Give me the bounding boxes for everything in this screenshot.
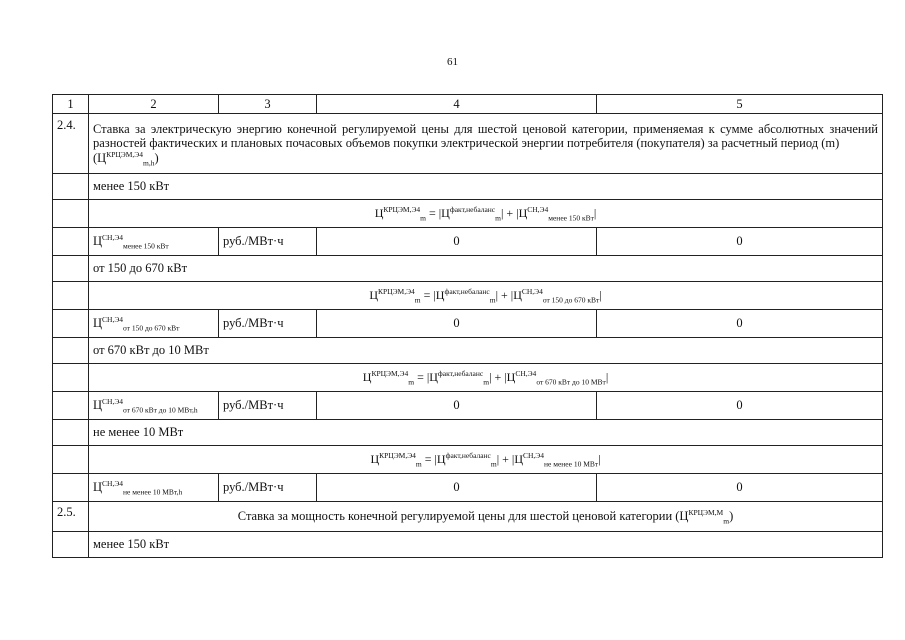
rate-symbol: $Ц^{СН,Э4}_{от 670 кВт до 10 МВт,h}$ <box>89 392 219 420</box>
value-cell: 0 <box>597 474 883 502</box>
group-label-row <box>53 256 883 282</box>
group-label: не менее 10 МВт <box>89 420 883 446</box>
section-title-close: ) <box>154 150 159 165</box>
group-label-row <box>53 338 883 364</box>
symbol-superscript: КРЦЭМ,Э4 <box>106 149 143 159</box>
formula: $Ц^{КРЦЭМ,Э4}_m = |Ц^{факт,небаланс}_m| + |Ц^{СН,Э4}_{менее 150 кВт}|$ <box>89 200 883 228</box>
group-label: менее 150 кВт <box>89 532 883 558</box>
header-cell: 1 <box>53 95 89 114</box>
rate-symbol: $Ц^{СН,Э4}_{не менее 10 МВт,h}$ <box>89 474 219 502</box>
group-label: от 670 кВт до 10 МВт <box>89 338 883 364</box>
section-title <box>89 114 883 174</box>
value-cell: 0 <box>317 392 597 420</box>
group-label: от 150 до 670 кВт <box>89 256 883 282</box>
formula: $Ц^{КРЦЭМ,Э4}_m = |Ц^{факт,небаланс}_m| + |Ц^{СН,Э4}_{от 150 до 670 кВт}|$ <box>89 282 883 310</box>
section-title: Ставка за мощность конечной регулируемой цены для шестой ценовой категории $(Ц^{КРЦЭМ,М}_m)$ <box>89 502 883 532</box>
unit-cell: руб./МВт·ч <box>219 474 317 502</box>
section-title-symbol: (Ц <box>93 150 107 165</box>
rate-symbol: $Ц^{СН,Э4}_{менее 150 кВт}$ <box>89 228 219 256</box>
section-row <box>53 502 883 532</box>
header-row <box>53 95 883 114</box>
value-cell: 0 <box>317 228 597 256</box>
value-row <box>53 474 883 502</box>
header-cell: 3 <box>219 95 317 114</box>
header-cell: 5 <box>597 95 883 114</box>
unit-cell: руб./МВт·ч <box>219 392 317 420</box>
header-cell: 2 <box>89 95 219 114</box>
value-cell: 0 <box>317 474 597 502</box>
value-row <box>53 392 883 420</box>
unit-cell: руб./МВт·ч <box>219 310 317 338</box>
value-cell: 0 <box>317 310 597 338</box>
group-label: менее 150 кВт <box>89 174 883 200</box>
formula-row <box>53 364 883 392</box>
page-number: 61 <box>447 56 458 68</box>
symbol-subscript: m,h <box>143 158 155 168</box>
header-cell: 4 <box>317 95 597 114</box>
section-row <box>53 114 883 174</box>
formula-row <box>53 282 883 310</box>
formula-row <box>53 446 883 474</box>
value-cell: 0 <box>597 392 883 420</box>
group-label-row <box>53 532 883 558</box>
section-number: 2.5. <box>53 502 89 532</box>
value-row <box>53 310 883 338</box>
value-cell: 0 <box>597 228 883 256</box>
formula: $Ц^{КРЦЭМ,Э4}_m = |Ц^{факт,небаланс}_m| + |Ц^{СН,Э4}_{не менее 10 МВт}|$ <box>89 446 883 474</box>
rate-symbol: $Ц^{СН,Э4}_{от 150 до 670 кВт}$ <box>89 310 219 338</box>
value-row <box>53 228 883 256</box>
formula: $Ц^{КРЦЭМ,Э4}_m = |Ц^{факт,небаланс}_m| + |Ц^{СН,Э4}_{от 670 кВт до 10 МВт}|$ <box>89 364 883 392</box>
formula-row <box>53 200 883 228</box>
group-label-row <box>53 420 883 446</box>
tariff-table <box>52 94 883 558</box>
group-label-row <box>53 174 883 200</box>
value-cell: 0 <box>597 310 883 338</box>
unit-cell: руб./МВт·ч <box>219 228 317 256</box>
section-number: 2.4. <box>53 114 89 174</box>
section-title-text: Ставка за электрическую энергию конечной регулируемой цены для шестой ценовой категории, применяемая к сумме абсолютных значений разностей фактических и плановых почасовых объемов покупки электрической энергии потребителя (покупателя) за расчетный период (m) <box>93 121 878 151</box>
